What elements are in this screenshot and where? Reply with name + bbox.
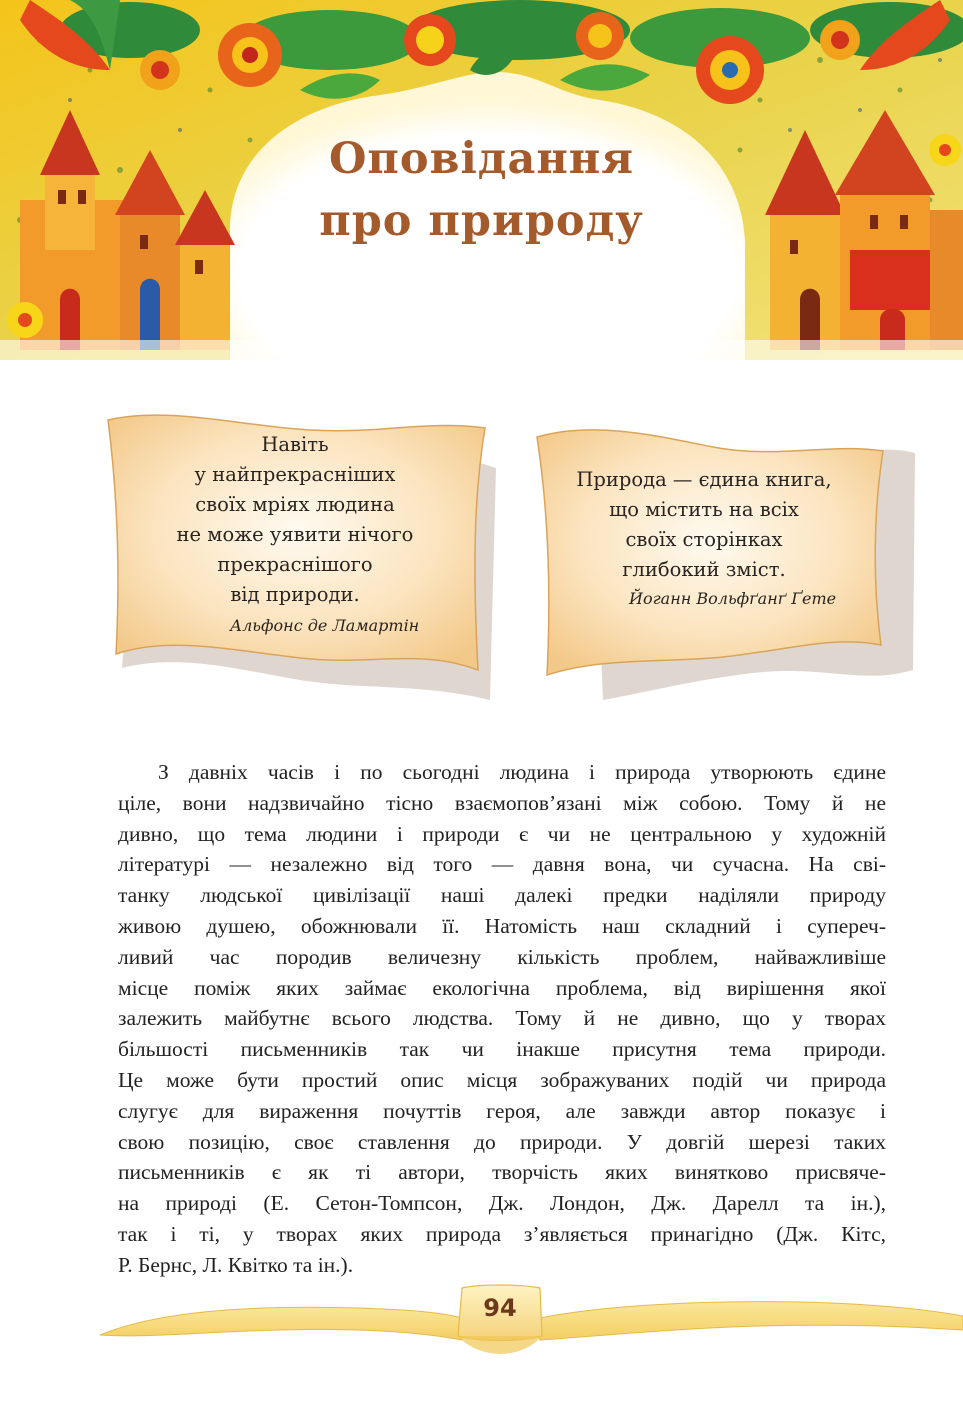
epigraph-line: глибокий зміст. xyxy=(622,558,786,581)
epigraph-scroll-lamartine xyxy=(100,408,500,708)
body-line: місце поміж яких займає екологічна проблема, від вирішення якої xyxy=(118,975,886,1000)
chapter-title xyxy=(250,128,713,252)
body-line: ливий час породив величезну кількість проблем, найважливіше xyxy=(118,944,886,969)
chapter-title-line-2: про природу xyxy=(319,196,644,246)
body-line: дивно, що тема людини і природи є чи не центральною у художній xyxy=(118,821,886,846)
epigraph-line: у найпрекрасніших xyxy=(194,463,396,486)
body-line: більшості письменників так чи інакше присутня тема природи. xyxy=(118,1037,886,1062)
epigraph-scroll-goethe xyxy=(533,425,918,705)
body-line: літературі — незалежно від того — давня вона, чи сучасна. На сві- xyxy=(118,852,886,877)
body-line: ціле, вони надзвичайно тісно взаємопов’язані між собою. Тому й не xyxy=(118,790,886,815)
epigraph-line: Природа — єдина книга, xyxy=(576,468,832,491)
epigraph-text xyxy=(130,430,460,610)
epigraph-line: Навіть xyxy=(261,433,329,456)
body-line: Це може бути простий опис місця зображуваних подій чи природа xyxy=(118,1067,886,1092)
body-line: на природі (Е. Сетон-Томпсон, Дж. Лондон, Дж. Дарелл та ін.), xyxy=(118,1191,886,1216)
body-line: так і ті, у творах яких природа з’являється принагідно (Дж. Кітс, xyxy=(118,1221,886,1246)
epigraph-author: Йоганн Вольфґанґ Ґете xyxy=(629,589,837,608)
epigraph-line: своїх мріях людина xyxy=(195,493,395,516)
page-footer xyxy=(0,1280,963,1370)
body-line: танку людської цивілізації наші далекі предки наділяли природу xyxy=(118,883,886,908)
body-line: живою душею, обожнювали її. Натомість наш складний і супереч- xyxy=(118,913,886,938)
page-number: 94 xyxy=(483,1294,517,1322)
body-line: свою позицію, своє ставлення до природи. У довгій шерезі таких xyxy=(118,1129,886,1154)
epigraph-line: від природи. xyxy=(230,583,360,606)
chapter-title-line-1: Оповідання xyxy=(328,134,635,184)
epigraph-text xyxy=(539,465,869,585)
body-line: письменників є як ті автори, творчість яких винятково присвяче- xyxy=(118,1160,886,1185)
epigraph-line: не може уявити нічого xyxy=(176,523,414,546)
body-line: слугує для вираження почуттів героя, але завжди автор показує і xyxy=(118,1098,886,1123)
epigraph-line: своїх сторінках xyxy=(625,528,783,551)
epigraph-author: Альфонс де Ламартін xyxy=(230,616,420,635)
body-paragraph xyxy=(118,757,886,1281)
epigraph-line: прекраснішого xyxy=(217,553,373,576)
epigraph-line: що містить на всіх xyxy=(609,498,799,521)
header-illustration xyxy=(0,0,963,360)
body-line: Р. Бернс, Л. Квітко та ін.). xyxy=(118,1252,354,1277)
body-line: З давніх часів і по сьогодні людина і природа утворюють єдине xyxy=(158,760,886,784)
body-line: залежить майбутнє всього людства. Тому й не дивно, що у творах xyxy=(118,1006,886,1031)
